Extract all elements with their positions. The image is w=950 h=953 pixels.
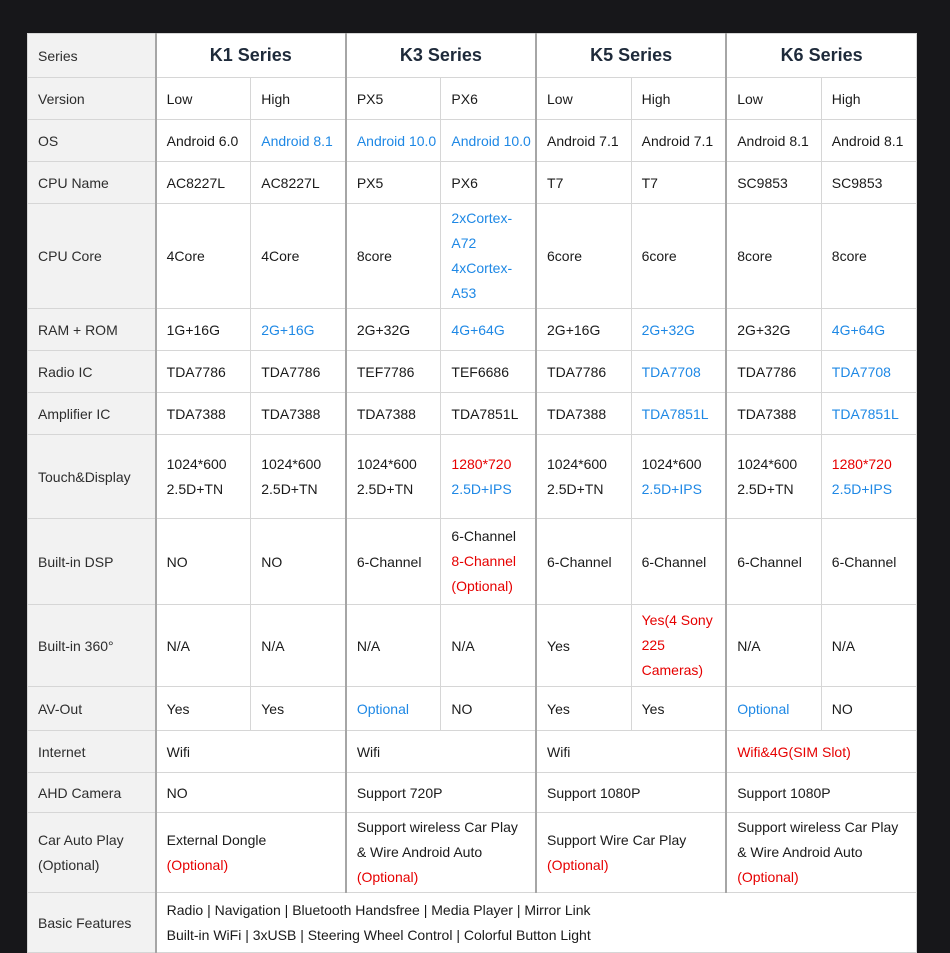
cell-ram-k6-high: 4G+64G <box>821 309 916 351</box>
header-k3-series: K3 Series <box>346 34 536 78</box>
cell-cpuname-k5-low: T7 <box>536 162 631 204</box>
row-car-auto-play <box>28 813 917 893</box>
cell-touch-k3-px5: 1024*600 2.5D+TN <box>346 435 441 519</box>
row-amplifier-ic <box>28 393 917 435</box>
cell-avout-k3-px6: NO <box>441 687 536 731</box>
row-label-av-out: AV-Out <box>28 687 156 731</box>
cell-cpucore-k6-high: 8core <box>821 204 916 309</box>
row-cpu-name <box>28 162 917 204</box>
row-label-internet: Internet <box>28 731 156 773</box>
cpucore-cortex-a53: 4xCortex-A53 <box>451 260 513 301</box>
cell-cpuname-k1-low: AC8227L <box>156 162 251 204</box>
cell-os-k3-px6: Android 10.0 <box>441 120 536 162</box>
row-label-360: Built-in 360° <box>28 605 156 687</box>
cell-version-k3-px6: PX6 <box>441 78 536 120</box>
cell-cpuname-k6-low: SC9853 <box>726 162 821 204</box>
row-cpu-core <box>28 204 917 309</box>
cell-touch-k6-high: 1280*720 2.5D+IPS <box>821 435 916 519</box>
cell-autoplay-k5: Support Wire Car Play (Optional) <box>536 813 726 893</box>
cell-radio-k5-low: TDA7786 <box>536 351 631 393</box>
row-label-basic-features: Basic Features <box>28 893 156 953</box>
cell-touch-k5-low: 1024*600 2.5D+TN <box>536 435 631 519</box>
cell-ahd-k3: Support 720P <box>346 773 536 813</box>
cell-amp-k6-high: TDA7851L <box>821 393 916 435</box>
cell-radio-k3-px6: TEF6686 <box>441 351 536 393</box>
row-label-cpu-core: CPU Core <box>28 204 156 309</box>
cell-avout-k3-px5: Optional <box>346 687 441 731</box>
cell-os-k1-low: Android 6.0 <box>156 120 251 162</box>
header-k6-series: K6 Series <box>726 34 916 78</box>
row-ram-rom <box>28 309 917 351</box>
cell-version-k6-high: High <box>821 78 916 120</box>
cell-os-k1-high: Android 8.1 <box>251 120 346 162</box>
cell-ram-k5-high: 2G+32G <box>631 309 726 351</box>
cell-touch-k6-low: 1024*600 2.5D+TN <box>726 435 821 519</box>
cell-internet-k3: Wifi <box>346 731 536 773</box>
row-built-in-360 <box>28 605 917 687</box>
cell-internet-k5: Wifi <box>536 731 726 773</box>
row-label-touch-display: Touch&Display <box>28 435 156 519</box>
cell-os-k3-px5: Android 10.0 <box>346 120 441 162</box>
cell-dsp-k1-high: NO <box>251 519 346 605</box>
cell-cpucore-k5-low: 6core <box>536 204 631 309</box>
row-basic-features <box>28 893 917 953</box>
cell-360-k3-px6: N/A <box>441 605 536 687</box>
cell-ram-k1-high: 2G+16G <box>251 309 346 351</box>
cell-amp-k1-low: TDA7388 <box>156 393 251 435</box>
cell-360-k1-high: N/A <box>251 605 346 687</box>
row-touch-display <box>28 435 917 519</box>
cell-amp-k1-high: TDA7388 <box>251 393 346 435</box>
cell-amp-k3-px6: TDA7851L <box>441 393 536 435</box>
row-label-version: Version <box>28 78 156 120</box>
cell-ram-k3-px5: 2G+32G <box>346 309 441 351</box>
cell-dsp-k3-px6: 6-Channel 8-Channel (Optional) <box>441 519 536 605</box>
cell-dsp-k3-px5: 6-Channel <box>346 519 441 605</box>
row-label-ram-rom: RAM + ROM <box>28 309 156 351</box>
cell-cpucore-k3-px6 <box>441 204 536 309</box>
cell-dsp-k5-high: 6-Channel <box>631 519 726 605</box>
corner-cell-series: Series <box>28 34 156 78</box>
cell-version-k3-px5: PX5 <box>346 78 441 120</box>
cell-cpuname-k6-high: SC9853 <box>821 162 916 204</box>
cell-avout-k1-high: Yes <box>251 687 346 731</box>
header-row <box>28 34 917 78</box>
cell-touch-k1-low: 1024*600 2.5D+TN <box>156 435 251 519</box>
cell-amp-k5-high: TDA7851L <box>631 393 726 435</box>
header-k5-series: K5 Series <box>536 34 726 78</box>
cell-ahd-k6: Support 1080P <box>726 773 916 813</box>
row-label-dsp: Built-in DSP <box>28 519 156 605</box>
cell-cpucore-k1-high: 4Core <box>251 204 346 309</box>
row-av-out <box>28 687 917 731</box>
cell-internet-k6: Wifi&4G(SIM Slot) <box>726 731 916 773</box>
cell-dsp-k6-low: 6-Channel <box>726 519 821 605</box>
cell-os-k5-low: Android 7.1 <box>536 120 631 162</box>
product-comparison-table <box>27 33 917 953</box>
row-radio-ic <box>28 351 917 393</box>
cell-avout-k5-high: Yes <box>631 687 726 731</box>
cell-radio-k1-low: TDA7786 <box>156 351 251 393</box>
row-version <box>28 78 917 120</box>
cell-avout-k1-low: Yes <box>156 687 251 731</box>
cell-360-k1-low: N/A <box>156 605 251 687</box>
cell-radio-k6-low: TDA7786 <box>726 351 821 393</box>
cell-amp-k5-low: TDA7388 <box>536 393 631 435</box>
cell-dsp-k1-low: NO <box>156 519 251 605</box>
cell-autoplay-k3: Support wireless Car Play & Wire Android Auto (Optional) <box>346 813 536 893</box>
cell-version-k5-low: Low <box>536 78 631 120</box>
cell-version-k1-high: High <box>251 78 346 120</box>
cell-internet-k1: Wifi <box>156 731 346 773</box>
cell-os-k5-high: Android 7.1 <box>631 120 726 162</box>
cell-dsp-k5-low: 6-Channel <box>536 519 631 605</box>
cell-radio-k6-high: TDA7708 <box>821 351 916 393</box>
cell-cpucore-k3-px5: 8core <box>346 204 441 309</box>
row-label-car-auto-play: Car Auto Play (Optional) <box>28 813 156 893</box>
row-internet <box>28 731 917 773</box>
cell-cpucore-k6-low: 8core <box>726 204 821 309</box>
row-label-ahd-camera: AHD Camera <box>28 773 156 813</box>
cell-360-k6-low: N/A <box>726 605 821 687</box>
cell-360-k5-high: Yes(4 Sony 225 Cameras) <box>631 605 726 687</box>
comparison-table-container <box>27 33 917 953</box>
cell-autoplay-k1: External Dongle (Optional) <box>156 813 346 893</box>
cell-dsp-k6-high: 6-Channel <box>821 519 916 605</box>
cell-avout-k6-low: Optional <box>726 687 821 731</box>
cell-radio-k5-high: TDA7708 <box>631 351 726 393</box>
cell-amp-k3-px5: TDA7388 <box>346 393 441 435</box>
cell-radio-k3-px5: TEF7786 <box>346 351 441 393</box>
cell-amp-k6-low: TDA7388 <box>726 393 821 435</box>
header-k1-series: K1 Series <box>156 34 346 78</box>
cell-avout-k5-low: Yes <box>536 687 631 731</box>
cell-ram-k3-px6: 4G+64G <box>441 309 536 351</box>
cell-ram-k6-low: 2G+32G <box>726 309 821 351</box>
cell-touch-k1-high: 1024*600 2.5D+TN <box>251 435 346 519</box>
cell-touch-k5-high: 1024*600 2.5D+IPS <box>631 435 726 519</box>
cell-cpuname-k3-px5: PX5 <box>346 162 441 204</box>
cell-basic-features: Radio | Navigation | Bluetooth Handsfree | Media Player | Mirror Link Built-in WiFi | 3xUSB | Steering Wheel Control | Colorful Button Light <box>156 893 917 953</box>
cell-os-k6-low: Android 8.1 <box>726 120 821 162</box>
cell-os-k6-high: Android 8.1 <box>821 120 916 162</box>
row-label-amplifier-ic: Amplifier IC <box>28 393 156 435</box>
cell-360-k6-high: N/A <box>821 605 916 687</box>
cell-cpuname-k5-high: T7 <box>631 162 726 204</box>
row-built-in-dsp <box>28 519 917 605</box>
row-label-radio-ic: Radio IC <box>28 351 156 393</box>
cell-version-k1-low: Low <box>156 78 251 120</box>
cell-version-k5-high: High <box>631 78 726 120</box>
cell-ram-k1-low: 1G+16G <box>156 309 251 351</box>
cell-cpuname-k3-px6: PX6 <box>441 162 536 204</box>
cell-avout-k6-high: NO <box>821 687 916 731</box>
row-label-cpu-name: CPU Name <box>28 162 156 204</box>
cell-cpuname-k1-high: AC8227L <box>251 162 346 204</box>
cpucore-cortex-a72: 2xCortex-A72 <box>451 210 513 251</box>
cell-version-k6-low: Low <box>726 78 821 120</box>
cell-cpucore-k5-high: 6core <box>631 204 726 309</box>
cell-ahd-k5: Support 1080P <box>536 773 726 813</box>
cell-360-k5-low: Yes <box>536 605 631 687</box>
cell-ahd-k1: NO <box>156 773 346 813</box>
cell-radio-k1-high: TDA7786 <box>251 351 346 393</box>
cell-ram-k5-low: 2G+16G <box>536 309 631 351</box>
cell-touch-k3-px6: 1280*720 2.5D+IPS <box>441 435 536 519</box>
row-label-os: OS <box>28 120 156 162</box>
row-os <box>28 120 917 162</box>
cell-autoplay-k6: Support wireless Car Play & Wire Android Auto (Optional) <box>726 813 916 893</box>
cell-360-k3-px5: N/A <box>346 605 441 687</box>
row-ahd-camera <box>28 773 917 813</box>
cell-cpucore-k1-low: 4Core <box>156 204 251 309</box>
